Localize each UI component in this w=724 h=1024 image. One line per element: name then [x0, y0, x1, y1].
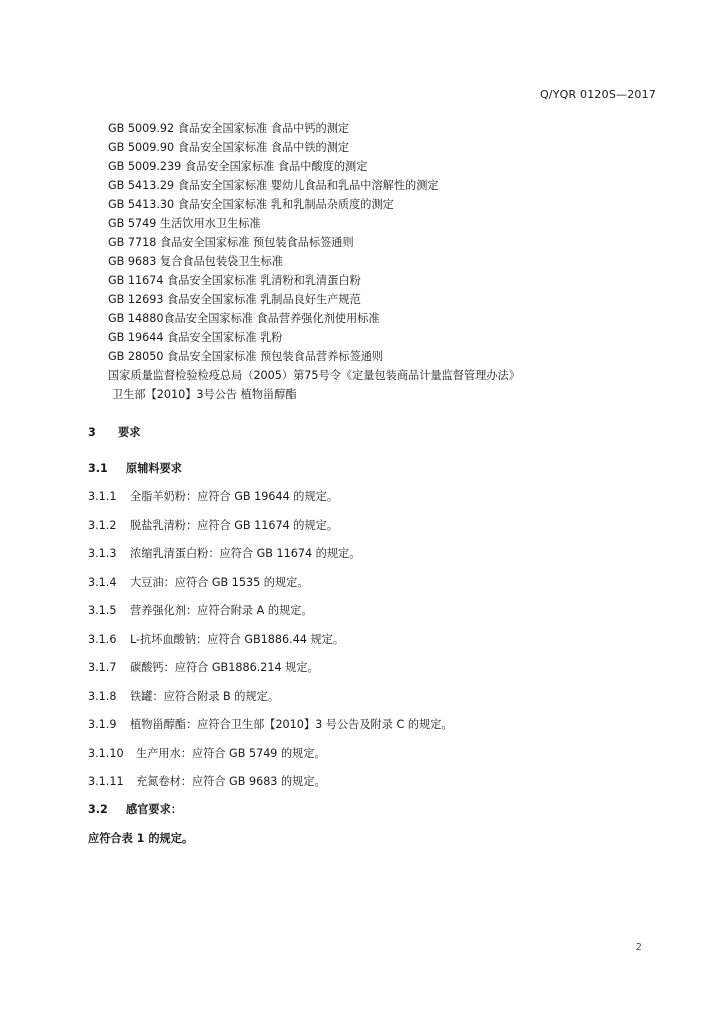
section-title: 感官要求：	[126, 803, 182, 816]
clause-text: 营养强化剂：应符合附录 A 的规定。	[130, 604, 313, 617]
clause-text: 浓缩乳清蛋白粉：应符合 GB 11674 的规定。	[130, 547, 361, 560]
clause-3-1-6	[88, 632, 344, 648]
clause-number: 3.1.10	[88, 747, 124, 760]
clause-number: 3.1.2	[88, 519, 117, 532]
reference-item: 国家质量监督检验检疫总局（2005）第75号令《定量包装商品计量监督管理办法》	[108, 369, 520, 382]
clause-number: 3.1.9	[88, 718, 117, 731]
document-code: Q/YQR 0120S—2017	[539, 88, 656, 101]
reference-item: GB 14880食品安全国家标准 食品营养强化剂使用标准	[108, 312, 380, 325]
closing-statement: 应符合表 1 的规定。	[88, 832, 194, 845]
clause-number: 3.1.7	[88, 661, 117, 674]
clause-3-1-7	[88, 660, 319, 676]
clause-3-1-2	[88, 518, 338, 534]
clause-text: 铁罐：应符合附录 B 的规定。	[130, 690, 280, 703]
section-heading-raw-materials	[88, 461, 182, 477]
reference-item: GB 19644 食品安全国家标准 乳粉	[108, 331, 283, 344]
clause-3-1-10	[88, 746, 326, 762]
clause-number: 3.1.1	[88, 490, 117, 503]
clause-number: 3.1.11	[88, 775, 124, 788]
clause-number: 3.1.3	[88, 547, 117, 560]
clause-text: 植物甾醇酯：应符合卫生部【2010】3 号公告及附录 C 的规定。	[130, 718, 453, 731]
clause-text: L-抗坏血酸钠：应符合 GB1886.44 规定。	[130, 633, 345, 646]
reference-item: GB 5009.92 食品安全国家标准 食品中钙的测定	[108, 122, 350, 135]
reference-item: GB 12693 食品安全国家标准 乳制品良好生产规范	[108, 293, 361, 306]
clause-text: 充氮卷材：应符合 GB 9683 的规定。	[136, 775, 326, 788]
reference-item: 卫生部【2010】3号公告 植物甾醇酯	[112, 388, 297, 401]
normative-references-list	[108, 119, 668, 404]
section-number: 3.2	[88, 803, 108, 816]
clause-3-1-9	[88, 717, 453, 733]
reference-item: GB 11674 食品安全国家标准 乳清粉和乳清蛋白粉	[108, 274, 361, 287]
section-title: 要求	[118, 426, 141, 439]
clause-number: 3.1.5	[88, 604, 117, 617]
clause-3-1-4	[88, 575, 309, 591]
clause-3-1-8	[88, 689, 279, 705]
reference-item: GB 9683 复合食品包装袋卫生标准	[108, 255, 283, 268]
clause-number: 3.1.6	[88, 633, 117, 646]
section-heading-sensory	[88, 802, 182, 818]
clause-text: 碳酸钙：应符合 GB1886.214 规定。	[130, 661, 319, 674]
clause-3-1-11	[88, 774, 326, 790]
section-title: 原辅料要求	[126, 462, 182, 475]
clause-3-1-3	[88, 546, 360, 562]
reference-item: GB 5749 生活饮用水卫生标准	[108, 217, 261, 230]
clause-3-1-1	[88, 489, 338, 505]
clause-text: 大豆油：应符合 GB 1535 的规定。	[130, 576, 309, 589]
clause-3-1-5	[88, 603, 313, 619]
section-number: 3	[88, 426, 96, 439]
clause-text: 脱盐乳清粉：应符合 GB 11674 的规定。	[130, 519, 339, 532]
reference-item: GB 28050 食品安全国家标准 预包装食品营养标签通则	[108, 350, 384, 363]
clause-number: 3.1.4	[88, 576, 117, 589]
page-number: 2	[635, 942, 642, 953]
clause-text: 生产用水：应符合 GB 5749 的规定。	[136, 747, 326, 760]
clause-text: 全脂羊奶粉：应符合 GB 19644 的规定。	[130, 490, 339, 503]
section-heading-requirements	[88, 425, 140, 441]
clause-number: 3.1.8	[88, 690, 117, 703]
section-number: 3.1	[88, 462, 108, 475]
reference-item: GB 5009.239 食品安全国家标准 食品中酸度的测定	[108, 160, 368, 173]
reference-item: GB 5009.90 食品安全国家标准 食品中铁的测定	[108, 141, 350, 154]
reference-item: GB 7718 食品安全国家标准 预包装食品标签通则	[108, 236, 354, 249]
reference-item: GB 5413.30 食品安全国家标准 乳和乳制品杂质度的测定	[108, 198, 394, 211]
reference-item: GB 5413.29 食品安全国家标准 婴幼儿食品和乳品中溶解性的测定	[108, 179, 439, 192]
